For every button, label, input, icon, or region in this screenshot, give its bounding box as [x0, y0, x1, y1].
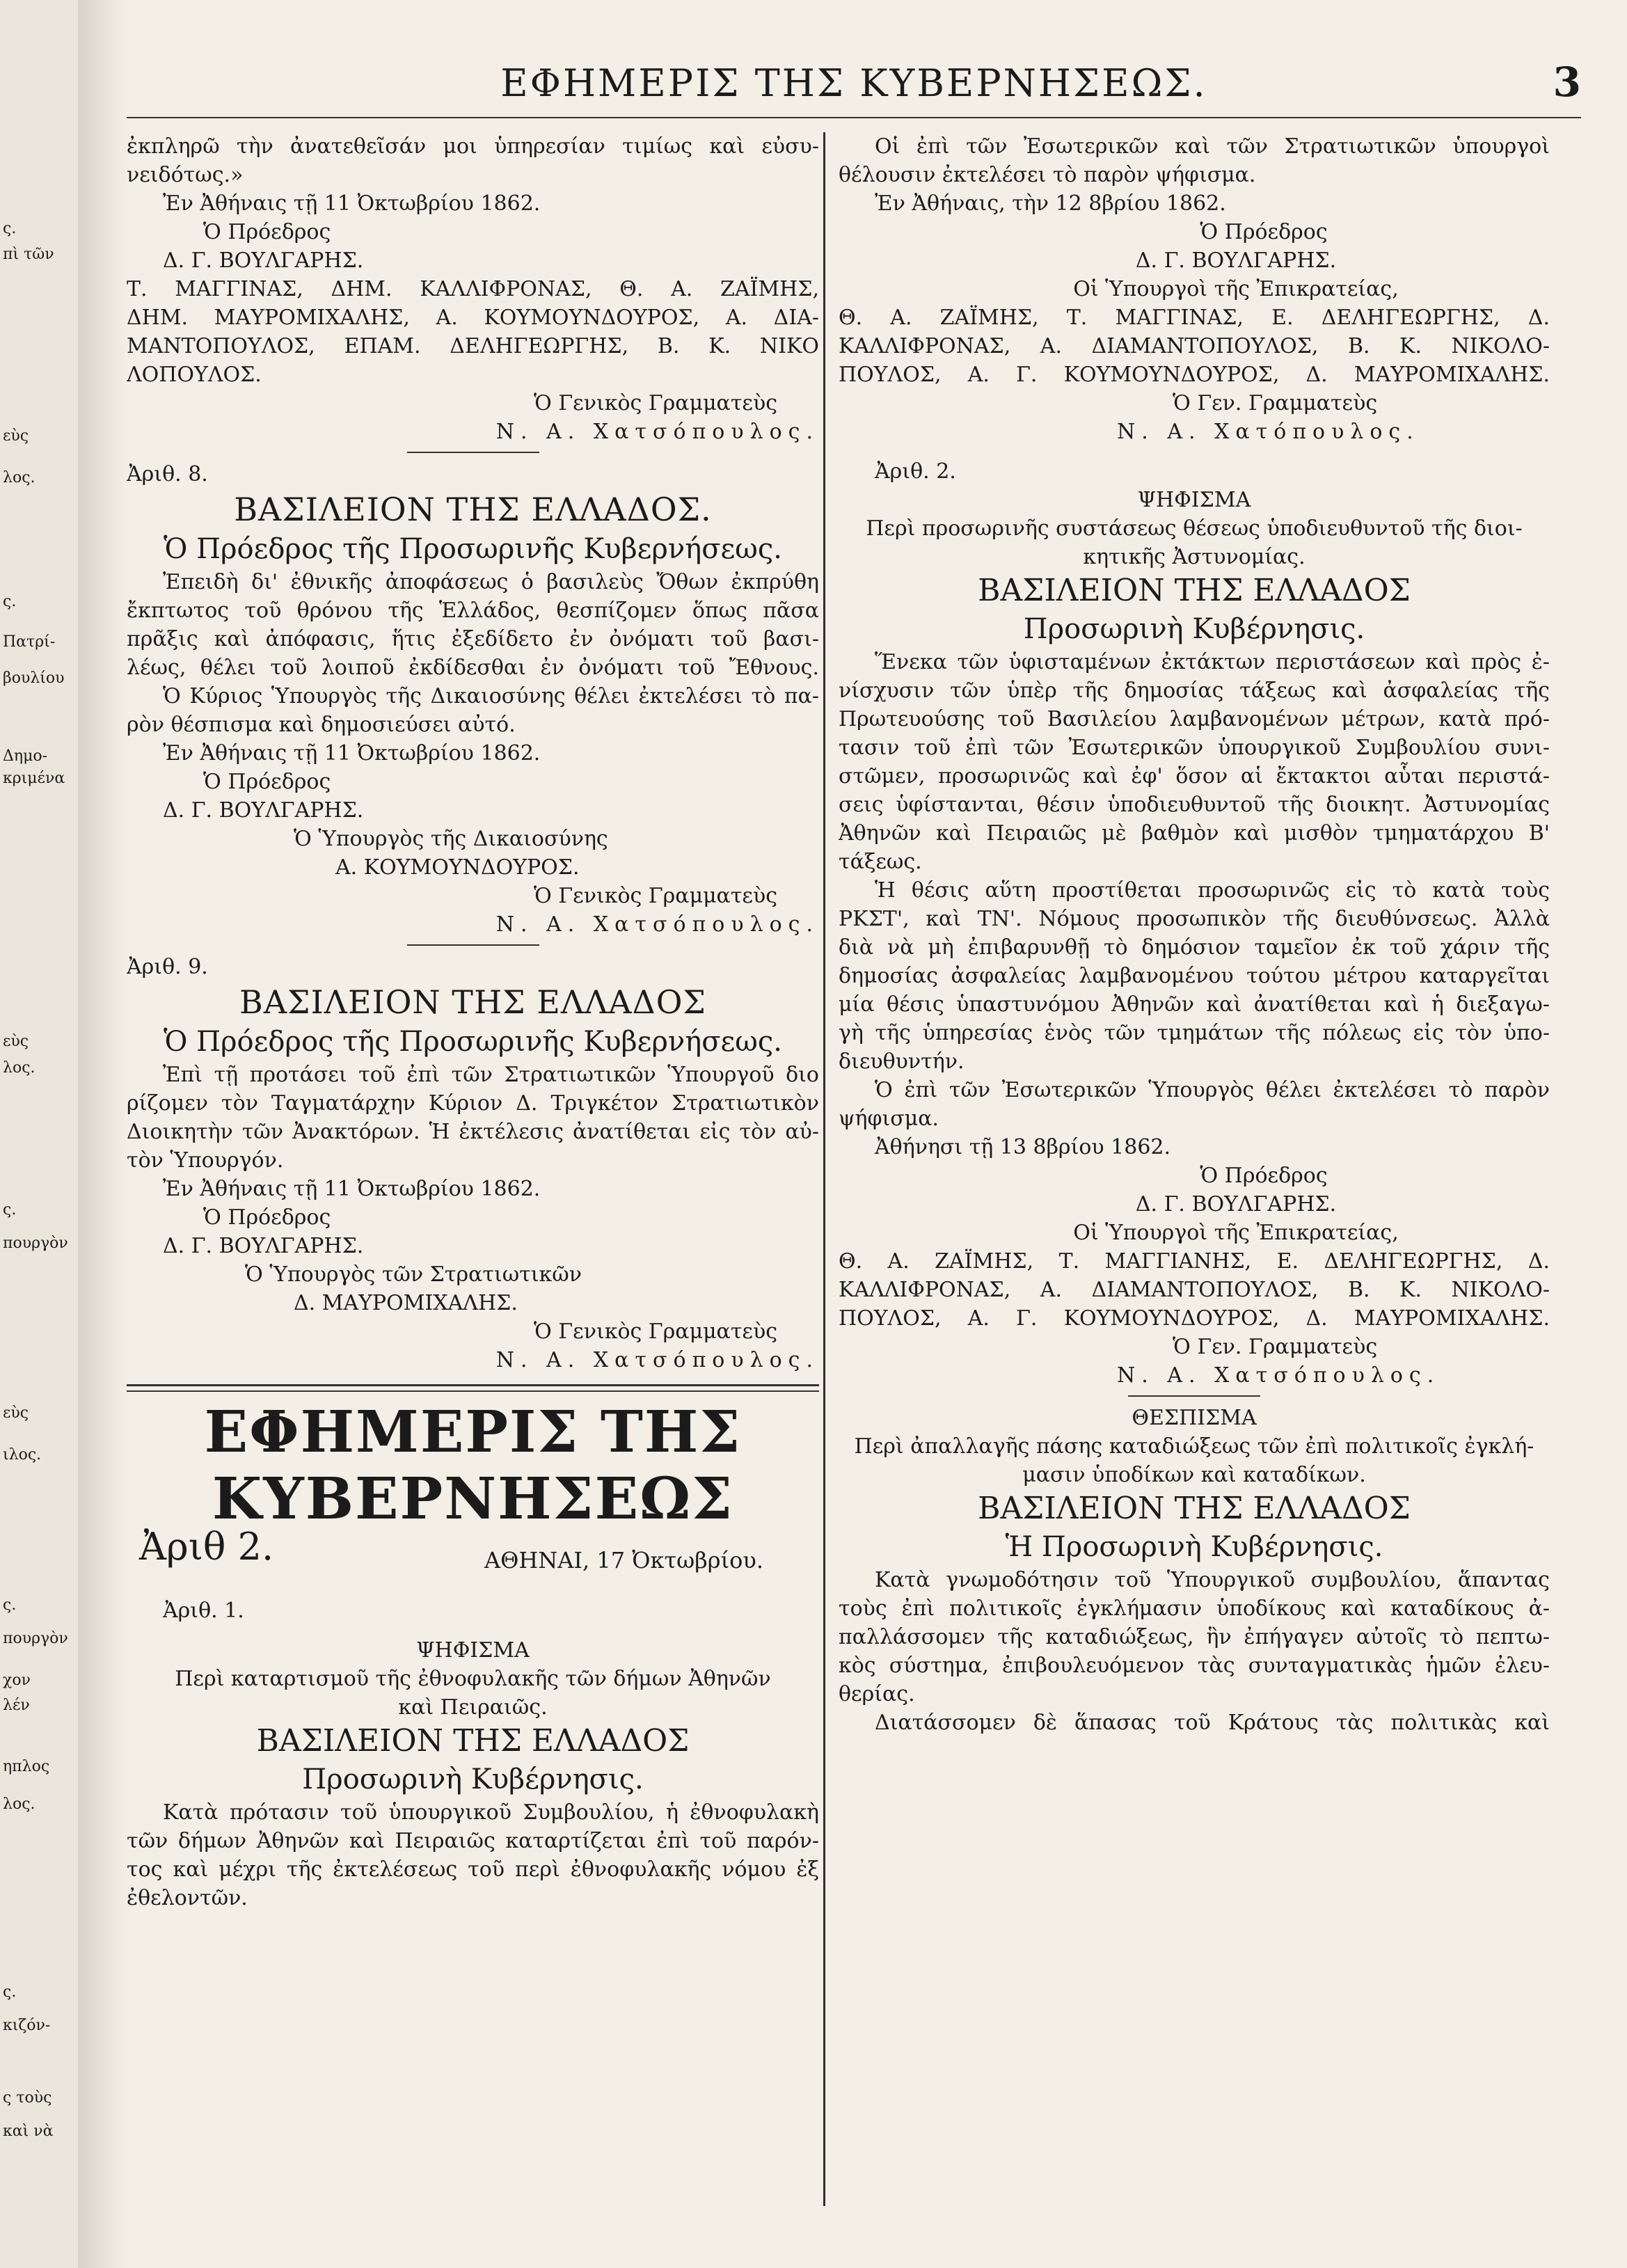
date-line: Ἐν Ἀθήναις, τὴν 12 8βρίου 1862. [875, 191, 1226, 216]
text-line: Πρωτευούσης τοῦ Βασιλείου λαμβανομένων μέτρων, κατὰ πρό- [839, 707, 1550, 731]
decree-number: Ἀριθ. 8. [127, 462, 208, 486]
president-name: Δ. Γ. ΒΟΥΛΓΑΡΗΣ. [163, 248, 364, 273]
text-line: νειδότως.» [127, 163, 244, 187]
authority-heading: Ὁ Πρόεδρος τῆς Προσωρινῆς Κυβερνήσεως. [164, 533, 782, 565]
president-name: Δ. Γ. ΒΟΥΛΓΑΡΗΣ. [1135, 1192, 1337, 1216]
act-type: ΨΗΦΙΣΜΑ [1137, 488, 1251, 512]
separator-rule [407, 944, 539, 946]
text-line: ΡΚΣΤ', καὶ ΤΝ'. Νόμους προσωπικὸν τῆς διευθύνσεως. Ἀλλὰ [839, 907, 1550, 931]
text-line: ἔκπτωτος τοῦ θρόνου τῆς Ἑλλάδος, θεσπίζομεν ὅπως πᾶσα [127, 598, 819, 623]
text-line: Διατάσσομεν δὲ ἅπασας τοῦ Κράτους τὰς πολιτικὰς καὶ [875, 1711, 1550, 1735]
text-line: νίσχυσιν τῶν ὑπὲρ τῆς δημοσίας τάξεως καὶ ἀσφαλείας τῆς [839, 679, 1550, 703]
page-gutter [78, 0, 127, 2268]
minister-title: Ὁ Ὑπουργὸς τῆς Δικαιοσύνης [294, 827, 608, 851]
kingdom-heading: ΒΑΣΙΛΕΙΟΝ ΤΗΣ ΕΛΛΑΔΟΣ [978, 573, 1411, 608]
fragment: πουργὸν [3, 1630, 68, 1647]
fragment: καὶ νὰ [3, 2123, 54, 2140]
fragment: κριμένα [3, 770, 65, 787]
masthead-rules [127, 1384, 819, 1392]
text-line: Κατὰ πρότασιν τοῦ ὑπουργικοῦ Συμβουλίου, ἡ ἐθνοφυλακὴ [163, 1800, 819, 1825]
fragment: λος. [3, 1795, 35, 1813]
text-line: τῶν δήμων Ἀθηνῶν καὶ Πειραιῶς καταρτίζεται ἐπὶ τοῦ παρόν- [127, 1829, 819, 1853]
ministers-title: Οἱ Ὑπουργοὶ τῆς Ἐπικρατείας, [1073, 1221, 1399, 1245]
date-line: Ἐν Ἀθήναις τῇ 11 Ὀκτωβρίου 1862. [163, 191, 541, 216]
fragment: λος. [3, 1059, 35, 1077]
fragment: εὺς [3, 427, 29, 445]
fragment: ς. [3, 1983, 17, 2001]
act-subject: Περὶ ἀπαλλαγῆς πάσης καταδιώξεως τῶν ἐπὶ πολιτικοῖς ἐγκλή- [854, 1434, 1534, 1459]
secretary-title: Ὁ Γεν. Γραμματεὺς [1173, 1335, 1378, 1359]
left-column [127, 132, 819, 1912]
fragment: πὶ τῶν [3, 246, 54, 263]
secretary-name: Ν. Α. Χατσόπουλος. [495, 912, 819, 937]
decree-number: Ἀριθ. 9. [127, 955, 208, 979]
secretary-name: Ν. Α. Χατσόπουλος. [1117, 1363, 1441, 1388]
text-line: γὴ τῆς ὑπηρεσίας ἑνὸς τῶν τμημάτων τῆς πόλεως εἰς τὸν ὑπο- [839, 1021, 1550, 1045]
secretary-name: Ν. Α. Χατσόπουλος. [495, 1348, 819, 1372]
president-title: Ὁ Πρόεδρος [203, 220, 331, 244]
date-line: Ἀθήνησι τῇ 13 8βρίου 1862. [875, 1135, 1171, 1159]
fragment: Πατρί- [3, 633, 56, 651]
minister-name: Δ. ΜΑΥΡΟΜΙΧΑΛΗΣ. [294, 1291, 518, 1315]
ministers-line: ΛΟΠΟΥΛΟΣ. [127, 363, 262, 387]
fragment: εὺς [3, 1404, 29, 1422]
date-line: Ἐν Ἀθήναις τῇ 11 Ὀκτωβρίου 1862. [163, 1177, 541, 1201]
secretary-title: Ὁ Γενικὸς Γραμματεὺς [534, 884, 777, 908]
text-line: Ὁ ἐπὶ τῶν Ἐσωτερικῶν Ὑπουργὸς θέλει ἐκτελέσει τὸ παρὸν [875, 1078, 1550, 1102]
text-line: σεις ὑφίστανται, θέσιν ὑποδιευθυντοῦ τῆς διοικητ. Ἀστυνομίας [839, 793, 1550, 817]
kingdom-heading: ΒΑΣΙΛΕΙΟΝ ΤΗΣ ΕΛΛΑΔΟΣ [256, 1723, 690, 1759]
fragment: ιλος. [3, 1446, 42, 1464]
act-type: ΨΗΦΙΣΜΑ [416, 1638, 530, 1663]
ministers-line: Τ. ΜΑΓΓΙΝΑΣ, ΔΗΜ. ΚΑΛΛΙΦΡΟΝΑΣ, Θ. Α. ΖΑΪΜΗΣ, [127, 277, 819, 301]
authority-heading: Ἡ Προσωρινὴ Κυβέρνησις. [1005, 1531, 1383, 1563]
text-line: ψήφισμα. [839, 1107, 939, 1131]
kingdom-heading: ΒΑΣΙΛΕΙΟΝ ΤΗΣ ΕΛΛΑΔΟΣ. [234, 491, 712, 528]
page-number: 3 [1553, 58, 1581, 106]
ministers-line: ΠΟΥΛΟΣ, Α. Γ. ΚΟΥΜΟΥΝΔΟΥΡΟΣ, Δ. ΜΑΥΡΟΜΙΧΑΛΗΣ. [839, 363, 1550, 387]
text-line: τοὺς ἐπὶ πολιτικοῖς ἐγκλήμασιν ὑποδίκους καὶ καταδίκους ἀ- [839, 1596, 1550, 1621]
text-line: Ὁ Κύριος Ὑπουργὸς τῆς Δικαιοσύνης θέλει ἐκτελέσει τὸ πα- [163, 684, 819, 708]
ministers-line: ΚΑΛΛΙΦΡΟΝΑΣ, Α. ΔΙΑΜΑΝΤΟΠΟΥΛΟΣ, Β. Κ. ΝΙΚΟΛΟ- [839, 1278, 1550, 1302]
text-line: πρᾶξις καὶ ἀπόφασις, ἥτις ἐξεδίδετο ἐν ὀνόματι τοῦ βασι- [127, 627, 819, 651]
text-line: στῶμεν, προσωρινῶς καὶ ἐφ' ὅσον αἱ ἔκτακτοι αὗται περιστά- [839, 764, 1550, 788]
fragment: Δημο- [3, 747, 48, 765]
authority-heading: Ὁ Πρόεδρος τῆς Προσωρινῆς Κυβερνήσεως. [164, 1026, 782, 1058]
fragment: εὺς [3, 1033, 29, 1050]
text-line: ἐθελοντῶν. [127, 1886, 248, 1910]
secretary-name: Ν. Α. Χατσόπουλος. [495, 420, 819, 444]
president-title: Ὁ Πρόεδρος [1200, 1164, 1328, 1188]
president-name: Δ. Γ. ΒΟΥΛΓΑΡΗΣ. [1135, 248, 1337, 273]
act-type: ΘΕΣΠΙΣΜΑ [1132, 1406, 1257, 1430]
right-column [839, 132, 1550, 1737]
text-line: τασιν τοῦ ἐπὶ τῶν Ἐσωτερικῶν ὑπουργικοῦ Συμβουλίου συνι- [839, 736, 1550, 760]
ministers-line: ΔΗΜ. ΜΑΥΡΟΜΙΧΑΛΗΣ, Α. ΚΟΥΜΟΥΝΔΟΥΡΟΣ, Α. ΔΙΑ- [127, 306, 819, 330]
text-line: Διοικητὴν τῶν Ἀνακτόρων. Ἡ ἐκτέλεσις ἀνατίθεται εἰς τὸν αὐ- [127, 1120, 819, 1144]
text-line: Ἐπειδὴ δι' ἐθνικῆς ἀποφάσεως ὁ βασιλεὺς Ὄθων ἐκπρύθη [163, 570, 819, 594]
text-line: Κατὰ γνωμοδότησιν τοῦ Ὑπουργικοῦ συμβουλίου, ἅπαντας [875, 1568, 1550, 1592]
text-line: Ἕνεκα τῶν ὑφισταμένων ἐκτάκτων περιστάσεων καὶ πρὸς ἐ- [875, 650, 1550, 674]
kingdom-heading: ΒΑΣΙΛΕΙΟΝ ΤΗΣ ΕΛΛΑΔΟΣ [239, 983, 706, 1021]
secretary-title: Ὁ Γενικὸς Γραμματεὺς [534, 391, 777, 415]
ministers-line: ΠΟΥΛΟΣ, Α. Γ. ΚΟΥΜΟΥΝΔΟΥΡΟΣ, Δ. ΜΑΥΡΟΜΙΧΑΛΗΣ. [839, 1306, 1550, 1331]
text-line: ρίζομεν τὸν Ταγματάρχην Κύριον Δ. Τριγκέτον Στρατιωτικὸν [127, 1091, 819, 1116]
fragment: κιζόν- [3, 2017, 51, 2034]
fragment: βουλίου [3, 669, 65, 687]
decree-number: Ἀριθ. 2. [875, 459, 956, 484]
fragment: ς. [3, 220, 17, 237]
text-line: λέως, θέλει τοῦ λοιποῦ ἐκδίδεσθαι ἐν ὀνόματι τοῦ Ἔθνους. [127, 656, 819, 680]
text-line: μία θέσις ὑπαστυνόμου Ἀθηνῶν καὶ ἀνατίθεται καὶ ἡ διεξαγω- [839, 992, 1550, 1017]
masthead-row [127, 1525, 819, 1585]
text-line: θέλουσιν ἐκτελέσει τὸ παρὸν ψήφισμα. [839, 163, 1256, 187]
text-line: κὸς σύστημα, ἐπιβουλευόμενον τὰς συνταγματικὰς ἡμῶν ἐλευ- [839, 1654, 1550, 1678]
issue-number: Ἀριθ 2. [139, 1525, 274, 1569]
president-name: Δ. Γ. ΒΟΥΛΓΑΡΗΣ. [163, 1234, 364, 1258]
fragment: λος. [3, 469, 35, 486]
text-line: Ἡ θέσις αὕτη προστίθεται προσωρινῶς εἰς τὸ κατὰ τοὺς [875, 878, 1550, 903]
separator-rule [407, 452, 539, 453]
text-line: ρὸν θέσπισμα καὶ δημοσιεύσει αὐτό. [127, 713, 516, 737]
president-title: Ὁ Πρόεδρος [1200, 220, 1328, 244]
fragment: χον [3, 1672, 31, 1689]
ministers-line: Θ. Α. ΖΑΪΜΗΣ, Τ. ΜΑΓΓΙΝΑΣ, Ε. ΔΕΛΗΓΕΩΡΓΗΣ, Δ. [839, 306, 1550, 330]
fragment: ηπλος [3, 1758, 50, 1775]
text-line: θερίας. [839, 1682, 915, 1706]
masthead-title: ΕΦΗΜΕΡΙΣ ΤΗΣ ΚΥΒΕΡΝΗΣΕΩΣ [204, 1399, 742, 1532]
text-line: τος καὶ μέχρι τῆς ἐκτελέσεως τοῦ περὶ ἐθνοφυλακῆς νόμου ἐξ [127, 1857, 819, 1882]
act-subject: καὶ Πειραιῶς. [398, 1695, 548, 1720]
authority-heading: Προσωρινὴ Κυβέρνησις. [302, 1763, 644, 1795]
secretary-title: Ὁ Γενικὸς Γραμματεὺς [534, 1319, 777, 1344]
previous-page-margin [0, 0, 80, 2268]
page-header [127, 54, 1581, 118]
text-line: διευθυντήν. [839, 1049, 965, 1074]
fragment: πουργὸν [3, 1235, 68, 1252]
act-subject: μασιν ὑποδίκων καὶ καταδίκων. [1022, 1463, 1366, 1487]
president-title: Ὁ Πρόεδρος [203, 1205, 331, 1230]
fragment: ς. [3, 593, 17, 610]
authority-heading: Προσωρινὴ Κυβέρνησις. [1023, 613, 1365, 645]
ministers-title: Οἱ Ὑπουργοὶ τῆς Ἐπικρατείας, [1073, 277, 1399, 301]
text-line: τὸν Ὑπουργόν. [127, 1148, 284, 1173]
kingdom-heading: ΒΑΣΙΛΕΙΟΝ ΤΗΣ ΕΛΛΑΔΟΣ [978, 1491, 1411, 1526]
decree-number: Ἀριθ. 1. [163, 1599, 244, 1623]
text-line: Ἐπὶ τῇ προτάσει τοῦ ἐπὶ τῶν Στρατιωτικῶν Ὑπουργοῦ διο [163, 1063, 819, 1087]
text-line: ἐκπληρῶ τὴν ἀνατεθεῖσάν μοι ὑπηρεσίαν τιμίως καὶ εὐσυ- [127, 134, 819, 159]
secretary-name: Ν. Α. Χατόπουλος. [1117, 420, 1420, 444]
running-title: ΕΦΗΜΕΡΙΣ ΤΗΣ ΚΥΒΕΡΝΗΣΕΩΣ. [500, 61, 1207, 105]
act-subject: Περὶ προσωρινῆς συστάσεως θέσεως ὑποδιευθυντοῦ τῆς διοι- [866, 516, 1523, 541]
date-line: Ἐν Ἀθήναις τῇ 11 Ὀκτωβρίου 1862. [163, 741, 541, 766]
ministers-line: ΜΑΝΤΟΠΟΥΛΟΣ, ΕΠΑΜ. ΔΕΛΗΓΕΩΡΓΗΣ, Β. Κ. ΝΙΚΟ [127, 334, 819, 358]
act-subject: Περὶ καταρτισμοῦ τῆς ἐθνοφυλακῆς τῶν δήμων Ἀθηνῶν [175, 1667, 771, 1691]
text-line: δημοσίας ἀσφαλείας λαμβανομένου τούτου μέτρου καταργεῖται [839, 964, 1550, 988]
text-line: τάξεως. [839, 850, 922, 874]
ministers-line: ΚΑΛΛΙΦΡΟΝΑΣ, Α. ΔΙΑΜΑΝΤΟΠΟΥΛΟΣ, Β. Κ. ΝΙΚΟΛΟ- [839, 334, 1550, 358]
fragment: ς. [3, 1201, 17, 1219]
minister-title: Ὁ Ὑπουργὸς τῶν Στρατιωτικῶν [245, 1262, 582, 1287]
president-title: Ὁ Πρόεδρος [203, 770, 331, 794]
act-subject: κητικῆς Ἀστυνομίας. [1083, 545, 1305, 569]
issue-place-date: ΑΘΗΝΑΙ, 17 Ὀκτωβρίου. [484, 1547, 763, 1573]
text-line: Ἀθηνῶν καὶ Πειραιῶς μὲ βαθμὸν καὶ μισθὸν τμηματάρχου Β' [839, 821, 1550, 846]
text-line: διὰ νὰ μὴ ἐπιβαρυνθῇ τὸ δημόσιον ταμεῖον ἐκ τοῦ χάριν τῆς [839, 935, 1550, 960]
column-divider [823, 132, 825, 2206]
secretary-title: Ὁ Γεν. Γραμματεὺς [1173, 391, 1378, 415]
president-name: Δ. Γ. ΒΟΥΛΓΑΡΗΣ. [163, 798, 364, 823]
fragment: λέν [3, 1697, 30, 1714]
text-line: παλλάσσομεν τῆς καταδιώξεως, ἣν ἐπήγαγεν αὐτοῖς τὸ πεπτω- [839, 1625, 1550, 1649]
separator-rule [1128, 1395, 1260, 1397]
ministers-line: Θ. Α. ΖΑΪΜΗΣ, Τ. ΜΑΓΓΙΑΝΗΣ, Ε. ΔΕΛΗΓΕΩΡΓΗΣ, Δ. [839, 1249, 1550, 1274]
text-line: Οἱ ἐπὶ τῶν Ἐσωτερικῶν καὶ τῶν Στρατιωτικῶν ὑπουργοὶ [875, 134, 1550, 159]
fragment: ς τοὺς [3, 2089, 52, 2107]
fragment: ς. [3, 1596, 17, 1614]
minister-name: Α. ΚΟΥΜΟΥΝΔΟΥΡΟΣ. [335, 855, 580, 880]
